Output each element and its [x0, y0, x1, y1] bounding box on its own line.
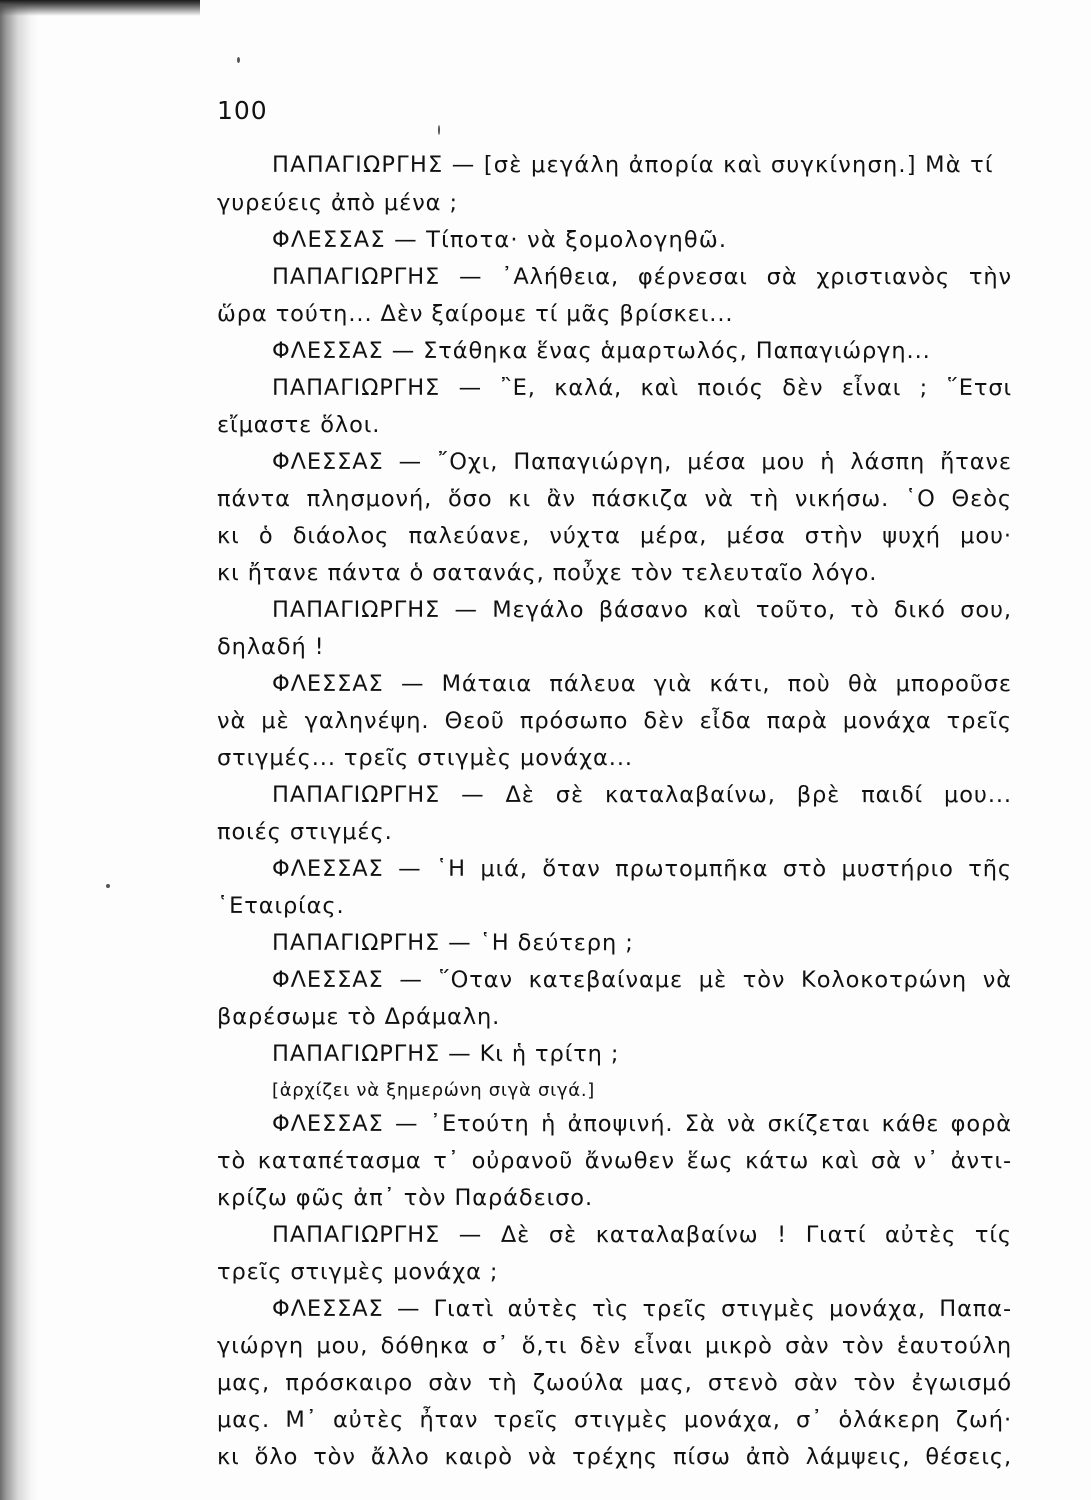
text-line: στιγμές... τρεῖς στιγμὲς μονάχα...: [217, 745, 633, 771]
text-line: ῾Εταιρίας.: [217, 893, 345, 919]
text-line: τρεῖς στιγμὲς μονάχα ;: [217, 1259, 499, 1285]
text-line: ΦΛΕΣΣΑΣ — Στάθηκα ἕνας ἁμαρτωλός, Παπαγιώργη...: [272, 338, 931, 364]
scan-speck: [237, 57, 240, 63]
text-line: εἴμαστε ὅλοι.: [217, 412, 381, 438]
binding-shadow: [0, 0, 38, 1500]
stage-direction: [ἀρχίζει νὰ ξημερώνη σιγὰ σιγά.]: [272, 1080, 595, 1101]
text-line: ποιές στιγμές.: [217, 819, 393, 845]
text-line: τὸ καταπέτασμα τ᾿ οὐρανοῦ ἄνωθεν ἕως κάτω καὶ σὰ ν᾿ ἀντι-: [217, 1148, 1012, 1174]
text-line: γυρεύεις ἀπὸ μένα ;: [217, 190, 458, 216]
text-line: πάντα πλησμονή, ὅσο κι ἂν πάσκιζα νὰ τὴ νικήσω. ῾Ο Θεὸς: [217, 486, 1012, 512]
text-line: γιώργη μου, δόθηκα σ᾿ ὅ,τι δὲν εἶναι μικρὸ σὰν τὸν ἑαυτούλη: [217, 1333, 1012, 1359]
text-line: ΦΛΕΣΣΑΣ — ῎Οχι, Παπαγιώργη, μέσα μου ἡ λάσπη ἤτανε: [272, 449, 1012, 475]
text-line: μας. Μ᾿ αὐτὲς ἦταν τρεῖς στιγμὲς μονάχα, σ᾿ ὁλάκερη ζωή·: [217, 1407, 1012, 1433]
text-line: ὥρα τούτη... Δὲν ξαίρομε τί μᾶς βρίσκει...: [217, 301, 734, 327]
text-line: νὰ μὲ γαληνέψη. Θεοῦ πρόσωπο δὲν εἶδα παρὰ μονάχα τρεῖς: [217, 708, 1012, 734]
text-line: ΦΛΕΣΣΑΣ — ῞Οταν κατεβαίναμε μὲ τὸν Κολοκοτρώνη νὰ: [272, 967, 1012, 993]
page-number: 100: [217, 96, 268, 125]
text-line: κι ὁ διάολος παλεύανε, νύχτα μέρα, μέσα στὴν ψυχή μου·: [217, 523, 1012, 549]
text-line: μας, πρόσκαιρο σὰν τὴ ζωούλα μας, στενὸ σὰν τὸν ἐγωισμό: [217, 1370, 1012, 1396]
text-line: ΠΑΠΑΓΙΩΡΓΗΣ — ῾Η δεύτερη ;: [272, 930, 634, 956]
text-line: ΠΑΠΑΓΙΩΡΓΗΣ — ῍Ε, καλά, καὶ ποιός δὲν εἶναι ; ῞Ετσι: [272, 375, 1012, 401]
text-line: βαρέσωμε τὸ Δράμαλη.: [217, 1004, 501, 1030]
text-line: ΦΛΕΣΣΑΣ — Γιατὶ αὐτὲς τὶς τρεῖς στιγμὲς μονάχα, Παπα-: [272, 1296, 1012, 1322]
scan-speck: [438, 125, 440, 135]
text-line: ΦΛΕΣΣΑΣ — ῾Η μιά, ὅταν πρωτομπῆκα στὸ μυστήριο τῆς: [272, 856, 1012, 882]
text-line: ΠΑΠΑΓΙΩΡΓΗΣ — ᾿Αλήθεια, φέρνεσαι σὰ χριστιανὸς τὴν: [272, 264, 1012, 290]
text-line: ΠΑΠΑΓΙΩΡΓΗΣ — [σὲ μεγάλη ἀπορία καὶ συγκίνηση.] Μὰ τί: [272, 152, 994, 178]
text-line: ΦΛΕΣΣΑΣ — Τίποτα· νὰ ξομολογηθῶ.: [272, 227, 728, 253]
text-line: κι ἤτανε πάντα ὁ σατανάς, ποὖχε τὸν τελευταῖο λόγο.: [217, 560, 878, 586]
text-line: κρίζω φῶς ἀπ᾿ τὸν Παράδεισο.: [217, 1185, 594, 1211]
text-line: κι ὅλο τὸν ἄλλο καιρὸ νὰ τρέχης πίσω ἀπὸ λάμψεις, θέσεις,: [217, 1444, 1012, 1470]
text-line: ΠΑΠΑΓΙΩΡΓΗΣ — Δὲ σὲ καταλαβαίνω ! Γιατί αὐτὲς τίς: [272, 1222, 1012, 1248]
text-line: ΠΑΠΑΓΙΩΡΓΗΣ — Δὲ σὲ καταλαβαίνω, βρὲ παιδί μου...: [272, 782, 1012, 808]
text-line: ΠΑΠΑΓΙΩΡΓΗΣ — Κι ἡ τρίτη ;: [272, 1041, 620, 1067]
text-line: δηλαδή !: [217, 634, 325, 660]
text-line: ΦΛΕΣΣΑΣ — Μάταια πάλευα γιὰ κάτι, ποὺ θὰ μποροῦσε: [272, 671, 1012, 697]
scan-speck: [106, 884, 110, 888]
text-line: ΠΑΠΑΓΙΩΡΓΗΣ — Μεγάλο βάσανο καὶ τοῦτο, τὸ δικό σου,: [272, 597, 1012, 623]
binding-edge: [0, 0, 200, 16]
text-line: ΦΛΕΣΣΑΣ — ᾿Ετούτη ἡ ἀποψινή. Σὰ νὰ σκίζεται κάθε φορὰ: [272, 1111, 1012, 1137]
